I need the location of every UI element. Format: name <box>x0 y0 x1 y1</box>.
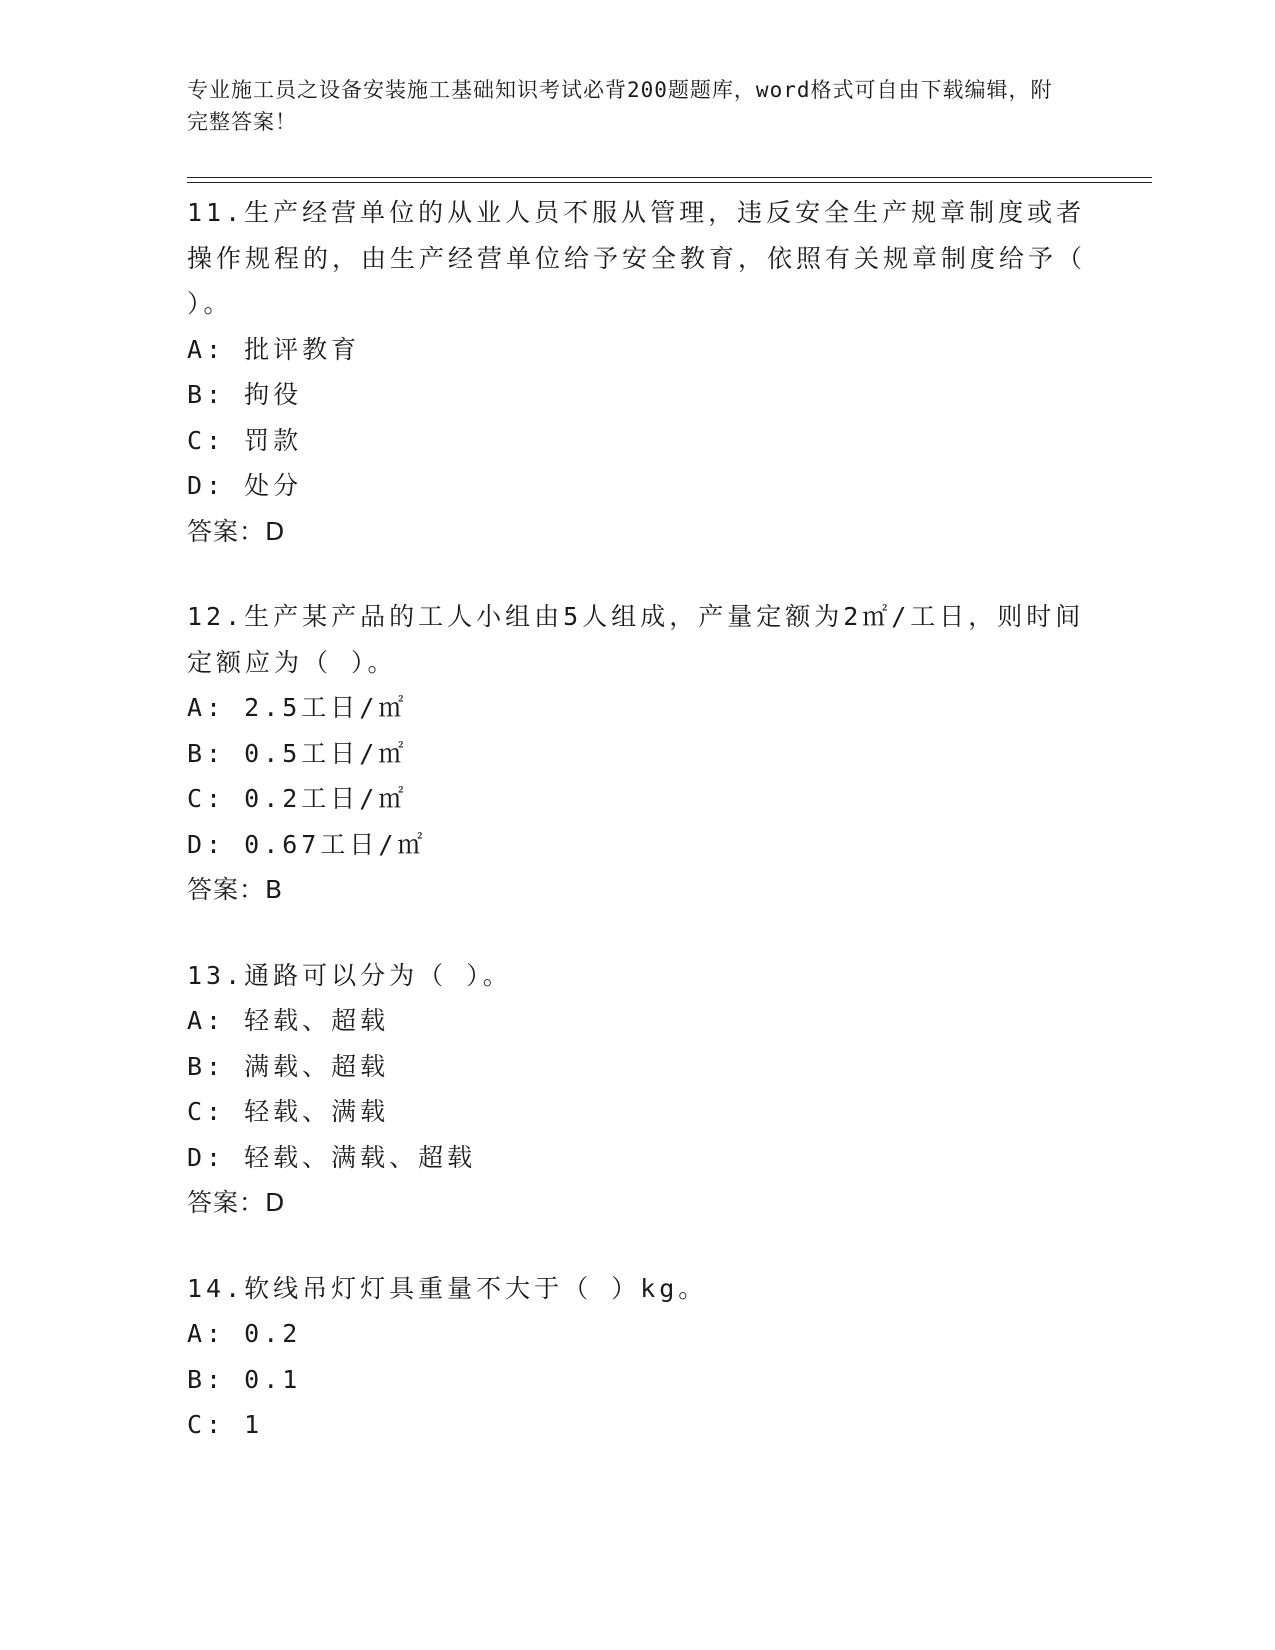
option-b: B: 0.1 <box>187 1364 302 1394</box>
question-13 <box>187 953 1087 1226</box>
option-c: C: 0.2工日/㎡ <box>187 784 408 813</box>
question-text: 13.通路可以分为（ ）。 <box>187 960 512 990</box>
option-b: B: 拘役 <box>187 380 303 409</box>
question-12 <box>187 594 1087 913</box>
option-a: A: 2.5工日/㎡ <box>187 693 408 722</box>
question-list <box>187 190 1087 1488</box>
answer-label: 答案：B <box>187 875 284 904</box>
question-text: 12.生产某产品的工人小组由5人组成，产量定额为2㎡/工日，则时间定额应为（ ）。 <box>187 602 1085 677</box>
question-14 <box>187 1266 1087 1448</box>
header-divider-top <box>187 177 1152 178</box>
option-d: D: 轻载、满载、超载 <box>187 1142 477 1172</box>
question-text: 14.软线吊灯灯具重量不大于（ ）kg。 <box>187 1273 708 1303</box>
answer-label: 答案：D <box>187 516 286 546</box>
option-c: C: 1 <box>187 1410 264 1439</box>
header-divider-bottom <box>187 182 1152 183</box>
option-a: A: 批评教育 <box>187 334 361 364</box>
option-a: A: 0.2 <box>187 1319 302 1348</box>
question-11 <box>187 190 1087 554</box>
option-b: B: 满载、超载 <box>187 1051 390 1081</box>
document-header: 专业施工员之设备安装施工基础知识考试必背200题题库，word格式可自由下载编辑，附完整答案！ <box>187 78 1053 134</box>
question-text: 11.生产经营单位的从业人员不服从管理，违反安全生产规章制度或者操作规程的，由生产经营单位给予安全教育，依照有关规章制度给予（ ）。 <box>187 198 1087 318</box>
option-b: B: 0.5工日/㎡ <box>187 738 408 768</box>
option-d: D: 处分 <box>187 471 303 500</box>
option-a: A: 轻载、超载 <box>187 1006 390 1035</box>
answer-label: 答案：D <box>187 1188 286 1217</box>
option-c: C: 罚款 <box>187 425 303 455</box>
option-c: C: 轻载、满载 <box>187 1097 390 1126</box>
option-d: D: 0.67工日/㎡ <box>187 829 427 859</box>
